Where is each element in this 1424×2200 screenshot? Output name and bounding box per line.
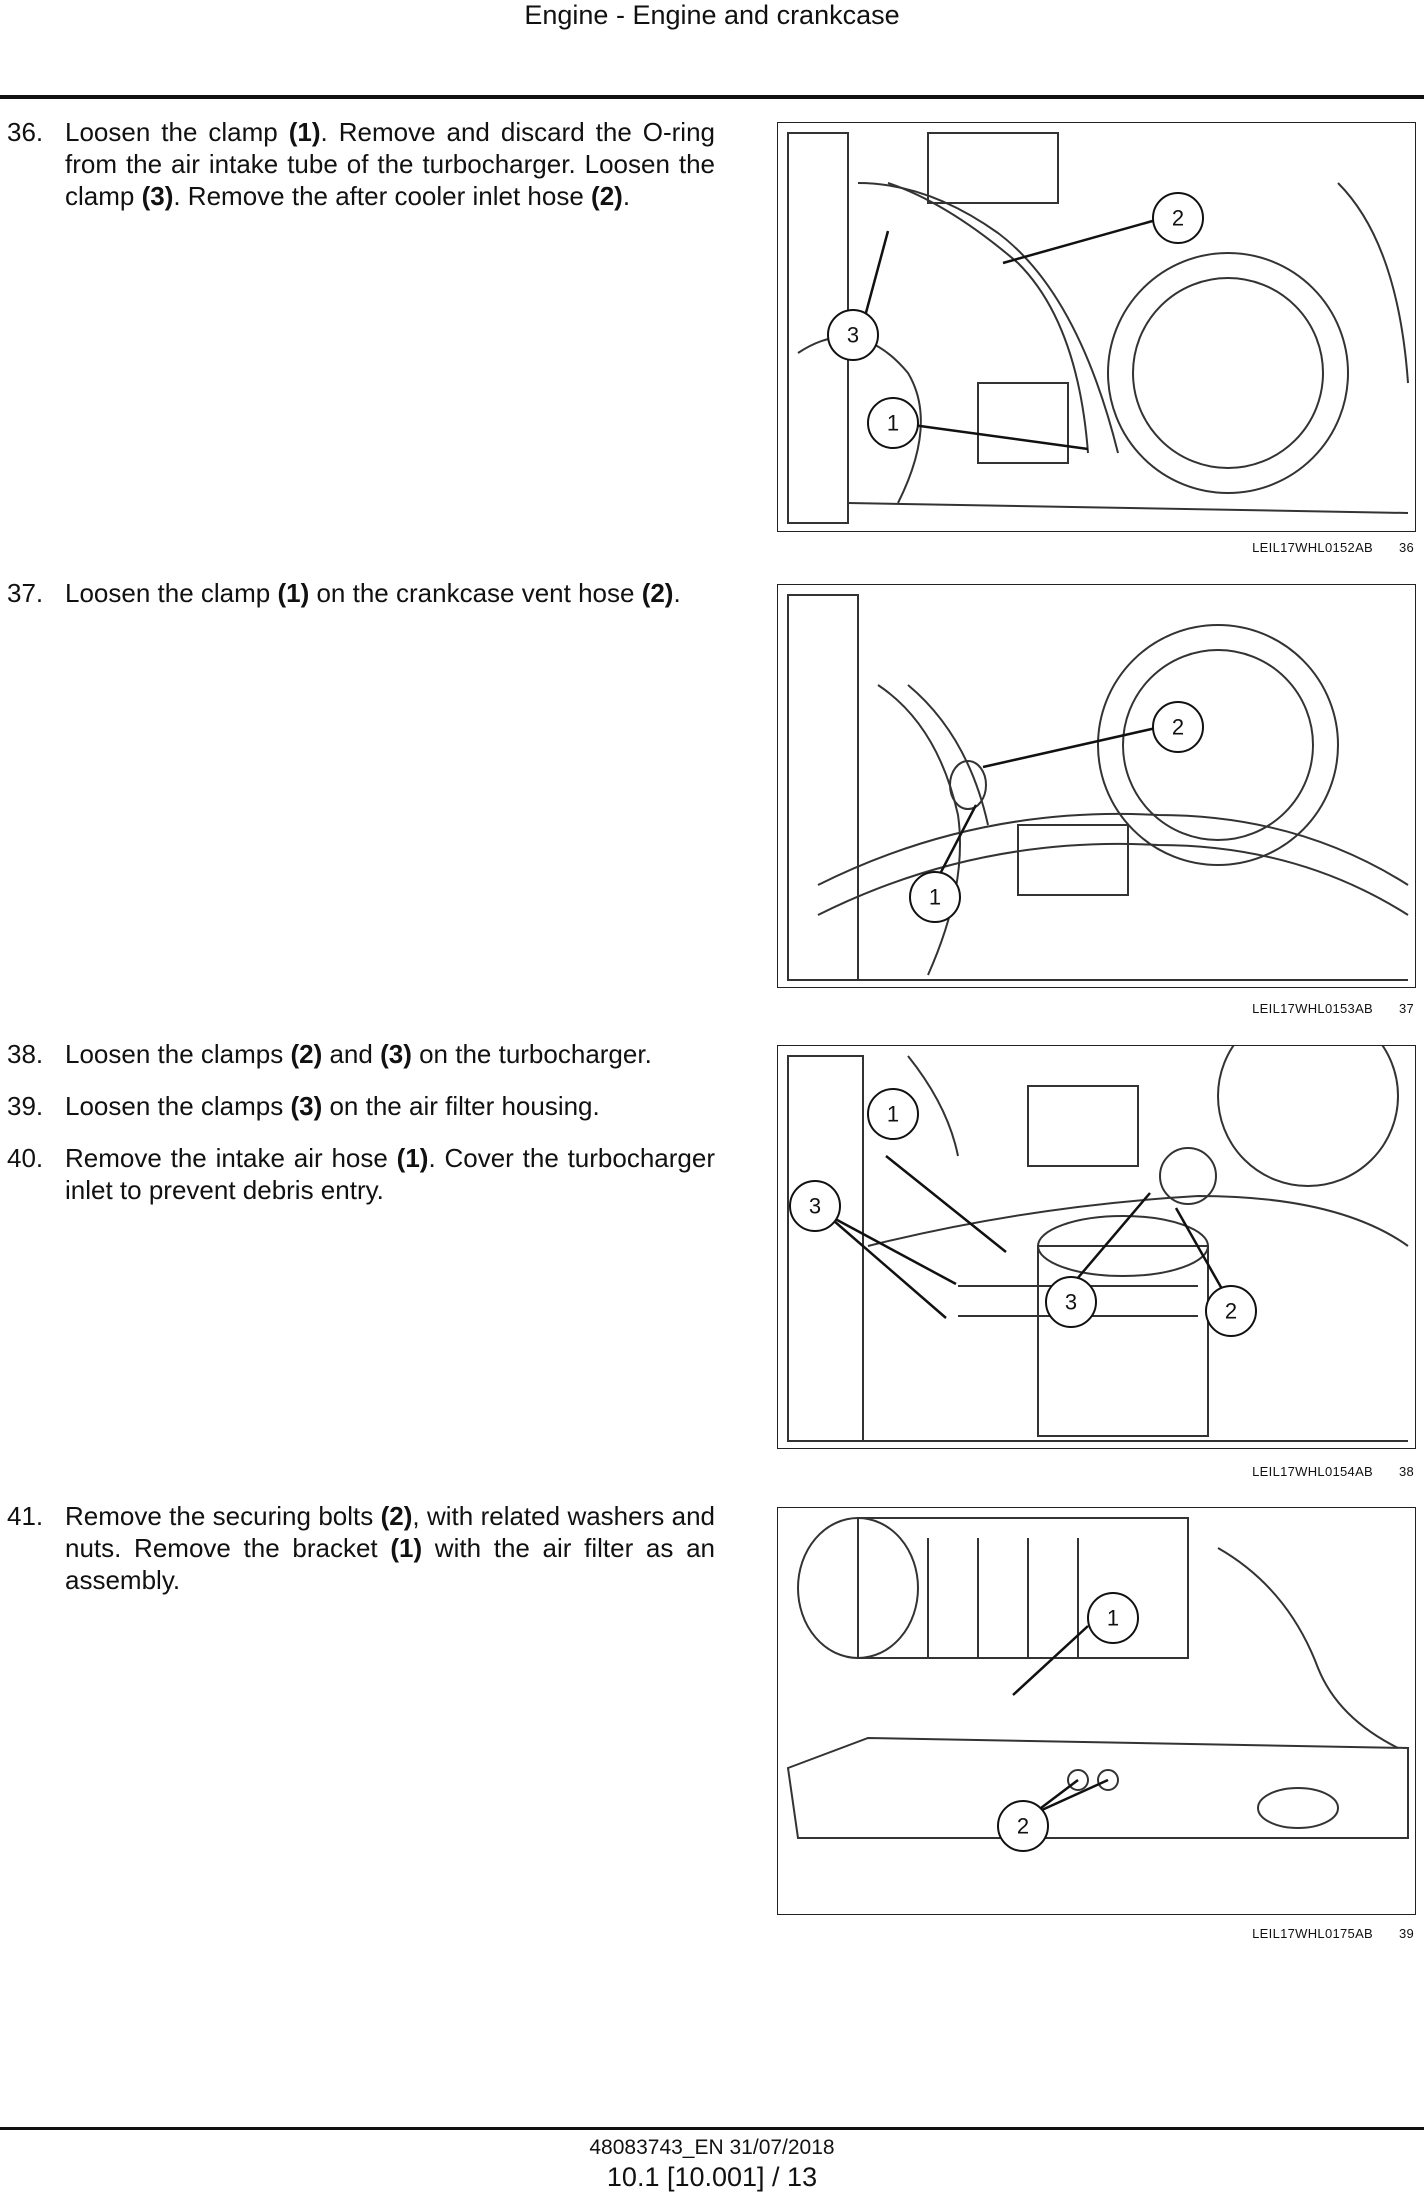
svg-text:2: 2 bbox=[1224, 1298, 1238, 1324]
step-number: 38. bbox=[7, 1039, 44, 1069]
svg-text:3: 3 bbox=[846, 322, 860, 348]
svg-text:1: 1 bbox=[1106, 1605, 1120, 1631]
callout-2 bbox=[1153, 702, 1203, 752]
part-reference: (1) bbox=[288, 117, 321, 147]
figure-number: 36 bbox=[1398, 540, 1414, 555]
step-text: Loosen the clamp (1) on the crankcase vent hose (2). bbox=[65, 578, 681, 608]
figure-caption-37 bbox=[777, 1001, 1414, 1016]
figure-code: LEIL17WHL0154AB bbox=[1252, 1464, 1374, 1479]
callout-3 bbox=[790, 1181, 840, 1231]
part-reference: (3) bbox=[380, 1039, 412, 1069]
figure-number: 38 bbox=[1398, 1464, 1414, 1479]
step-40 bbox=[7, 1142, 715, 1206]
footer-rule bbox=[0, 2127, 1424, 2130]
figure-caption-38 bbox=[777, 1464, 1414, 1479]
air-filter-bracket-illustration bbox=[778, 1508, 1415, 1914]
step-text: Loosen the clamps (2) and (3) on the turbocharger. bbox=[65, 1039, 652, 1069]
callout-2 bbox=[1153, 193, 1203, 243]
svg-text:3: 3 bbox=[1064, 1289, 1078, 1315]
step-37 bbox=[7, 577, 715, 609]
part-reference: (2) bbox=[380, 1501, 413, 1531]
callout-3 bbox=[828, 310, 878, 360]
callout-1 bbox=[868, 1089, 918, 1139]
step-number: 37. bbox=[7, 578, 44, 608]
step-text: Loosen the clamp (1). Remove and discard the O-ring from the air intake tube of the turbocharger. Loosen the clamp (3). Remove the after cooler inlet hose (2). bbox=[65, 117, 716, 211]
svg-text:1: 1 bbox=[928, 884, 942, 910]
part-reference: (1) bbox=[277, 578, 310, 608]
step-number: 36. bbox=[7, 117, 44, 147]
page-reference: 10.1 [10.001] / 13 bbox=[606, 2162, 818, 2192]
svg-text:1: 1 bbox=[886, 1101, 900, 1127]
callout-1 bbox=[868, 398, 918, 448]
part-reference: (2) bbox=[641, 578, 674, 608]
svg-text:2: 2 bbox=[1016, 1813, 1030, 1839]
step-number: 39. bbox=[7, 1091, 44, 1121]
step-41 bbox=[7, 1500, 715, 1596]
svg-text:3: 3 bbox=[808, 1193, 822, 1219]
callout-2 bbox=[1206, 1286, 1256, 1336]
engine-figure-37 bbox=[777, 584, 1416, 988]
document-reference: 48083743_EN 31/07/2018 bbox=[589, 2136, 835, 2159]
turbocharger-hose-illustration bbox=[778, 123, 1415, 531]
engine-figure-38 bbox=[777, 1045, 1416, 1449]
svg-text:1: 1 bbox=[886, 410, 900, 436]
figure-code: LEIL17WHL0175AB bbox=[1252, 1926, 1374, 1941]
part-reference: (2) bbox=[290, 1039, 323, 1069]
step-39 bbox=[7, 1090, 715, 1122]
step-36 bbox=[7, 116, 715, 212]
figure-code: LEIL17WHL0152AB bbox=[1252, 540, 1374, 555]
svg-text:2: 2 bbox=[1171, 205, 1185, 231]
crankcase-vent-illustration bbox=[778, 585, 1415, 987]
callout-2 bbox=[998, 1801, 1048, 1851]
page-header-title: Engine - Engine and crankcase bbox=[524, 0, 900, 30]
figure-code: LEIL17WHL0153AB bbox=[1252, 1001, 1374, 1016]
step-number: 40. bbox=[7, 1143, 44, 1173]
part-reference: (3) bbox=[141, 181, 174, 211]
step-text: Remove the intake air hose (1). Cover the turbocharger inlet to prevent debris entry. bbox=[65, 1143, 715, 1205]
part-reference: (1) bbox=[390, 1533, 423, 1563]
step-number: 41. bbox=[7, 1501, 44, 1531]
callout-1 bbox=[910, 872, 960, 922]
figure-caption-39 bbox=[777, 1926, 1414, 1941]
step-text: Remove the securing bolts (2), with related washers and nuts. Remove the bracket (1) with the air filter as an assembly. bbox=[65, 1501, 715, 1595]
part-reference: (3) bbox=[290, 1091, 323, 1121]
part-reference: (1) bbox=[396, 1143, 429, 1173]
callout-1 bbox=[1088, 1593, 1138, 1643]
engine-figure-39 bbox=[777, 1507, 1416, 1915]
figure-number: 39 bbox=[1398, 1926, 1414, 1941]
svg-text:2: 2 bbox=[1171, 714, 1185, 740]
step-38 bbox=[7, 1038, 715, 1070]
engine-figure-36 bbox=[777, 122, 1416, 532]
callout-3 bbox=[1046, 1277, 1096, 1327]
figure-number: 37 bbox=[1398, 1001, 1414, 1016]
part-reference: (2) bbox=[591, 181, 623, 211]
step-text: Loosen the clamps (3) on the air filter housing. bbox=[65, 1091, 600, 1121]
air-filter-housing-illustration bbox=[778, 1046, 1415, 1448]
header-rule bbox=[0, 95, 1424, 99]
figure-caption-36 bbox=[777, 540, 1414, 555]
